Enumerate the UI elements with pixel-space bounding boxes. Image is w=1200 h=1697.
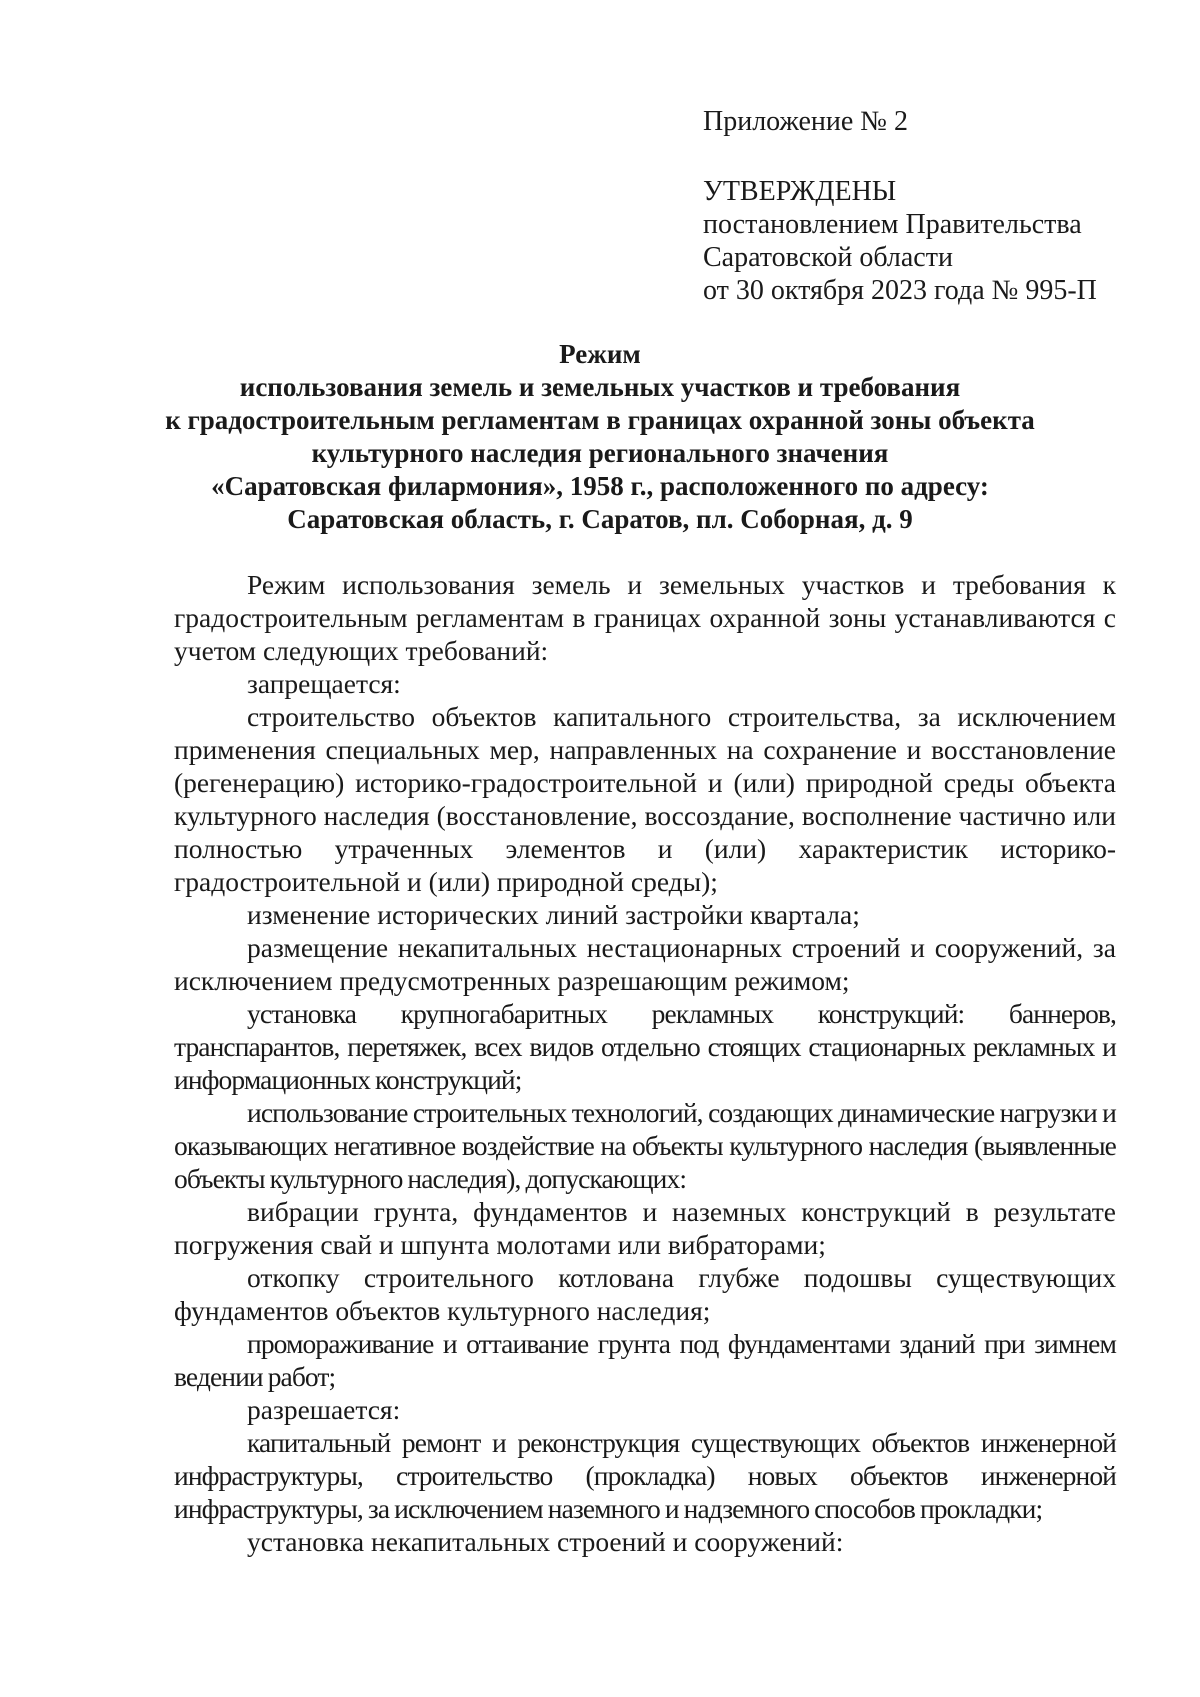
approved-heading: УТВЕРЖДЕНЫ [703, 176, 897, 207]
list-item: капитальный ремонт и реконструкция существующих объектов инженерной инфраструктуры, строительство (прокладка) новых объектов инженерной инфраструктуры, за исключением наземного и надземного способов прокладки; [174, 1427, 1116, 1524]
permitted-heading: разрешается: [247, 1394, 401, 1425]
list-item: строительство объектов капитального строительства, за исключением применения специальных мер, направленных на сохранение и восстановление (регенерацию) историко-градостроительной и (или) природной среды объекта культурного наследия (восстановление, воссоздание, восполнение частично или полностью утраченных элементов и (или) характеристик историко-градостроительной и (или) природной среды); [174, 701, 1116, 897]
title-line: Саратовская область, г. Саратов, пл. Соборная, д. 9 [287, 504, 913, 534]
list-item: вибрации грунта, фундаментов и наземных конструкций в результате погружения свай и шпунта молотами или вибраторами; [174, 1196, 1116, 1260]
approved-region-line: Саратовской области [703, 242, 953, 273]
document-title [150, 338, 1050, 536]
prohibited-heading: запрещается: [247, 668, 401, 699]
list-item: промораживание и оттаивание грунта под фундаментами зданий при зимнем ведении работ; [174, 1328, 1116, 1392]
title-line: культурного наследия регионального значения [311, 438, 889, 468]
list-item: откопку строительного котлована глубже подошвы существующих фундаментов объектов культурного наследия; [174, 1262, 1116, 1326]
list-item: использование строительных технологий, создающих динамические нагрузки и оказывающих негативное воздействие на объекты культурного наследия (выявленные объекты культурного наследия), допускающих: [174, 1097, 1116, 1194]
title-line: Режим [559, 339, 641, 369]
approved-by-line: постановлением Правительства [703, 209, 1082, 240]
list-item: установка крупногабаритных рекламных конструкций: баннеров, транспарантов, перетяжек, всех видов отдельно стоящих стационарных рекламных и информационных конструкций; [174, 998, 1116, 1095]
title-line: к градостроительным регламентам в границах охранной зоны объекта [165, 405, 1035, 435]
list-item: изменение исторических линий застройки квартала; [247, 899, 860, 930]
approval-block [703, 105, 1123, 307]
approved-date-line: от 30 октября 2023 года № 995-П [703, 275, 1097, 306]
title-line: использования земель и земельных участков и требования [239, 372, 961, 402]
intro-paragraph: Режим использования земель и земельных участков и требования к градостроительным регламентам в границах охранной зоны устанавливаются с учетом следующих требований: [174, 569, 1116, 666]
list-item: установка некапитальных строений и сооружений: [247, 1526, 844, 1557]
annex-number: Приложение № 2 [703, 106, 908, 137]
document-body [174, 568, 1116, 1558]
list-item: размещение некапитальных нестационарных строений и сооружений, за исключением предусмотренных разрешающим режимом; [174, 932, 1116, 996]
title-line: «Саратовская филармония», 1958 г., расположенного по адресу: [211, 471, 989, 501]
